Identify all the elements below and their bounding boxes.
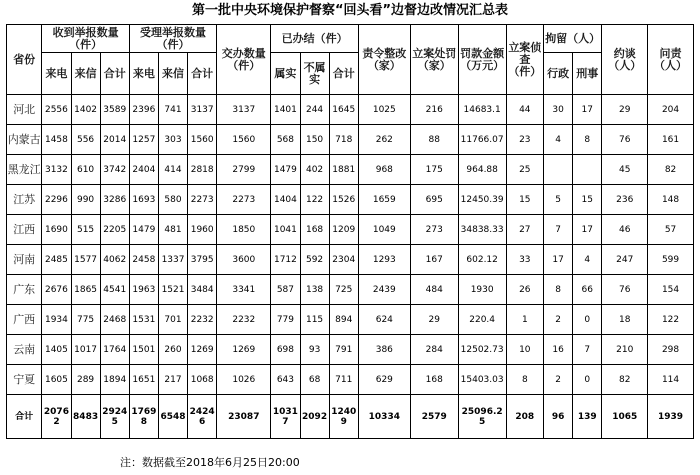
summary-table <box>6 24 694 439</box>
cell-total-received-sum: 29245 <box>100 395 129 439</box>
cell-received-sum: 2468 <box>100 305 129 335</box>
cell-accepted-sum: 2232 <box>188 305 217 335</box>
cell-accountable: 599 <box>648 245 694 275</box>
cell-assigned: 3600 <box>217 245 271 275</box>
cell-received-letter: 775 <box>71 305 100 335</box>
cell-received-sum: 3286 <box>100 185 129 215</box>
cell-accepted-letter: 481 <box>158 215 187 245</box>
cell-detained-criminal: 17 <box>573 95 602 125</box>
cell-fine: 602.12 <box>458 245 506 275</box>
subheader-not-true: 不属实 <box>300 53 329 95</box>
cell-investigated: 27 <box>506 215 543 245</box>
cell-province: 河北 <box>7 95 42 125</box>
cell-received-letter: 990 <box>71 185 100 215</box>
cell-accepted-letter: 580 <box>158 185 187 215</box>
cell-detained-admin <box>544 155 573 185</box>
cell-received-sum: 2014 <box>100 125 129 155</box>
cell-ordered: 1659 <box>358 185 410 215</box>
cell-detained-criminal: 0 <box>573 365 602 395</box>
cell-interviewed: 45 <box>602 155 648 185</box>
cell-province: 广东 <box>7 275 42 305</box>
cell-received-sum: 4541 <box>100 275 129 305</box>
cell-penalized: 88 <box>410 125 458 155</box>
cell-interviewed: 210 <box>602 335 648 365</box>
cell-concluded-not-true: 244 <box>300 95 329 125</box>
cell-concluded-sum: 725 <box>329 275 358 305</box>
cell-concluded-true: 698 <box>271 335 300 365</box>
cell-accepted-call: 2404 <box>129 155 158 185</box>
table-title: 第一批中央环境保护督察“回头看”边督边改情况汇总表 <box>191 3 509 18</box>
subheader-letter: 来信 <box>71 53 100 95</box>
cell-investigated: 15 <box>506 185 543 215</box>
cell-province: 黑龙江 <box>7 155 42 185</box>
header-received: 收到举报数量（件） <box>42 25 129 53</box>
cell-detained-criminal: 0 <box>573 305 602 335</box>
footnote: 注：数据截至2018年6月25日20:00 <box>120 456 300 469</box>
cell-ordered: 1293 <box>358 245 410 275</box>
cell-received-call: 1458 <box>42 125 71 155</box>
cell-total-penalized: 2579 <box>410 395 458 439</box>
cell-interviewed: 29 <box>602 95 648 125</box>
header-accepted: 受理举报数量（件） <box>129 25 216 53</box>
cell-accountable: 298 <box>648 335 694 365</box>
cell-investigated: 8 <box>506 365 543 395</box>
cell-accepted-letter: 1521 <box>158 275 187 305</box>
cell-total-fine: 25096.25 <box>458 395 506 439</box>
cell-accepted-call: 1479 <box>129 215 158 245</box>
cell-accepted-call: 2396 <box>129 95 158 125</box>
cell-accepted-call: 1531 <box>129 305 158 335</box>
header-penalized: 立案处罚（家） <box>410 25 458 95</box>
cell-assigned: 3341 <box>217 275 271 305</box>
cell-accepted-call: 1963 <box>129 275 158 305</box>
cell-concluded-sum: 1881 <box>329 155 358 185</box>
cell-province: 内蒙古 <box>7 125 42 155</box>
cell-assigned: 1850 <box>217 215 271 245</box>
cell-concluded-not-true: 150 <box>300 125 329 155</box>
cell-province: 云南 <box>7 335 42 365</box>
cell-accepted-sum: 2273 <box>188 185 217 215</box>
cell-received-call: 3132 <box>42 155 71 185</box>
table-row <box>7 155 694 185</box>
cell-total-accepted-call: 17698 <box>129 395 158 439</box>
cell-accepted-letter: 303 <box>158 125 187 155</box>
table-body <box>7 95 694 439</box>
cell-received-call: 2485 <box>42 245 71 275</box>
cell-ordered: 386 <box>358 335 410 365</box>
cell-accepted-call: 2458 <box>129 245 158 275</box>
cell-province: 江西 <box>7 215 42 245</box>
cell-accepted-letter: 701 <box>158 305 187 335</box>
cell-ordered: 968 <box>358 155 410 185</box>
cell-ordered: 629 <box>358 365 410 395</box>
total-row <box>7 395 694 439</box>
cell-concluded-true: 643 <box>271 365 300 395</box>
cell-accepted-sum: 1960 <box>188 215 217 245</box>
cell-total-concluded-sum: 12409 <box>329 395 358 439</box>
subheader-letter: 来信 <box>158 53 187 95</box>
cell-received-letter: 1402 <box>71 95 100 125</box>
cell-fine: 15403.03 <box>458 365 506 395</box>
header-province: 省份 <box>7 25 42 95</box>
cell-assigned: 2232 <box>217 305 271 335</box>
header-interviewed: 约谈（人） <box>602 25 648 95</box>
cell-total-received-call: 20762 <box>42 395 71 439</box>
cell-fine: 1930 <box>458 275 506 305</box>
cell-total-assigned: 23087 <box>217 395 271 439</box>
cell-province: 宁夏 <box>7 365 42 395</box>
cell-penalized: 216 <box>410 95 458 125</box>
cell-detained-criminal: 8 <box>573 125 602 155</box>
cell-accepted-letter: 260 <box>158 335 187 365</box>
cell-investigated: 44 <box>506 95 543 125</box>
table-row <box>7 305 694 335</box>
cell-total-detained-admin: 96 <box>544 395 573 439</box>
cell-penalized: 695 <box>410 185 458 215</box>
cell-ordered: 1025 <box>358 95 410 125</box>
cell-penalized: 273 <box>410 215 458 245</box>
cell-concluded-true: 587 <box>271 275 300 305</box>
cell-ordered: 262 <box>358 125 410 155</box>
cell-penalized: 484 <box>410 275 458 305</box>
cell-concluded-true: 1479 <box>271 155 300 185</box>
cell-interviewed: 18 <box>602 305 648 335</box>
cell-fine: 964.88 <box>458 155 506 185</box>
table-row <box>7 365 694 395</box>
cell-received-call: 2296 <box>42 185 71 215</box>
cell-concluded-sum: 1645 <box>329 95 358 125</box>
cell-total-investigated: 208 <box>506 395 543 439</box>
cell-detained-admin: 30 <box>544 95 573 125</box>
cell-concluded-not-true: 68 <box>300 365 329 395</box>
cell-concluded-not-true: 138 <box>300 275 329 305</box>
cell-detained-admin: 8 <box>544 275 573 305</box>
cell-concluded-true: 1712 <box>271 245 300 275</box>
cell-accountable: 154 <box>648 275 694 305</box>
cell-concluded-sum: 1209 <box>329 215 358 245</box>
cell-ordered: 2439 <box>358 275 410 305</box>
cell-detained-criminal <box>573 155 602 185</box>
cell-detained-criminal: 17 <box>573 215 602 245</box>
cell-received-sum: 1894 <box>100 365 129 395</box>
subheader-call: 来电 <box>129 53 158 95</box>
cell-concluded-true: 1404 <box>271 185 300 215</box>
header-investigated: 立案侦查（件） <box>506 25 543 95</box>
subheader-admin: 行政 <box>544 53 573 95</box>
cell-concluded-not-true: 168 <box>300 215 329 245</box>
cell-ordered: 624 <box>358 305 410 335</box>
cell-assigned: 1269 <box>217 335 271 365</box>
cell-total-accountable: 1939 <box>648 395 694 439</box>
cell-fine: 12502.73 <box>458 335 506 365</box>
cell-total-detained-criminal: 139 <box>573 395 602 439</box>
cell-detained-admin: 7 <box>544 215 573 245</box>
cell-interviewed: 76 <box>602 125 648 155</box>
header-fine: 罚款金额（万元） <box>458 25 506 95</box>
table-row <box>7 95 694 125</box>
cell-accountable: 114 <box>648 365 694 395</box>
cell-received-letter: 289 <box>71 365 100 395</box>
cell-assigned: 1026 <box>217 365 271 395</box>
cell-penalized: 167 <box>410 245 458 275</box>
cell-concluded-sum: 791 <box>329 335 358 365</box>
cell-concluded-sum: 2304 <box>329 245 358 275</box>
cell-total-interviewed: 1065 <box>602 395 648 439</box>
cell-interviewed: 76 <box>602 275 648 305</box>
cell-accountable: 57 <box>648 215 694 245</box>
cell-total-accepted-letter: 6548 <box>158 395 187 439</box>
cell-received-sum: 3742 <box>100 155 129 185</box>
cell-penalized: 168 <box>410 365 458 395</box>
cell-received-letter: 1577 <box>71 245 100 275</box>
cell-accountable: 148 <box>648 185 694 215</box>
cell-accountable: 82 <box>648 155 694 185</box>
cell-interviewed: 236 <box>602 185 648 215</box>
cell-accepted-sum: 2818 <box>188 155 217 185</box>
cell-concluded-true: 568 <box>271 125 300 155</box>
cell-concluded-not-true: 402 <box>300 155 329 185</box>
header-accountable: 问责（人） <box>648 25 694 95</box>
cell-received-sum: 2205 <box>100 215 129 245</box>
cell-total-accepted-sum: 24246 <box>188 395 217 439</box>
cell-province: 广西 <box>7 305 42 335</box>
cell-detained-admin: 17 <box>544 245 573 275</box>
cell-received-sum: 3589 <box>100 95 129 125</box>
cell-assigned: 2273 <box>217 185 271 215</box>
cell-concluded-not-true: 592 <box>300 245 329 275</box>
cell-accepted-letter: 414 <box>158 155 187 185</box>
subheader-sum: 合计 <box>100 53 129 95</box>
cell-received-call: 1605 <box>42 365 71 395</box>
cell-investigated: 1 <box>506 305 543 335</box>
cell-accepted-sum: 1269 <box>188 335 217 365</box>
cell-accepted-letter: 1337 <box>158 245 187 275</box>
cell-concluded-sum: 718 <box>329 125 358 155</box>
cell-detained-criminal: 7 <box>573 335 602 365</box>
cell-accepted-call: 1693 <box>129 185 158 215</box>
cell-investigated: 33 <box>506 245 543 275</box>
cell-received-sum: 4062 <box>100 245 129 275</box>
cell-accepted-sum: 1068 <box>188 365 217 395</box>
cell-investigated: 25 <box>506 155 543 185</box>
cell-received-call: 2556 <box>42 95 71 125</box>
subheader-criminal: 刑事 <box>573 53 602 95</box>
cell-received-letter: 1865 <box>71 275 100 305</box>
cell-concluded-not-true: 115 <box>300 305 329 335</box>
cell-province: 江苏 <box>7 185 42 215</box>
table-row <box>7 335 694 365</box>
cell-province: 河南 <box>7 245 42 275</box>
cell-investigated: 10 <box>506 335 543 365</box>
cell-interviewed: 82 <box>602 365 648 395</box>
cell-detained-admin: 2 <box>544 365 573 395</box>
cell-detained-admin: 16 <box>544 335 573 365</box>
cell-investigated: 23 <box>506 125 543 155</box>
cell-received-call: 1690 <box>42 215 71 245</box>
table-row <box>7 215 694 245</box>
header-concluded: 已办结（件） <box>271 25 358 53</box>
cell-assigned: 3137 <box>217 95 271 125</box>
cell-accepted-sum: 3484 <box>188 275 217 305</box>
cell-total-concluded-true: 10317 <box>271 395 300 439</box>
cell-fine: 12450.39 <box>458 185 506 215</box>
cell-concluded-sum: 711 <box>329 365 358 395</box>
cell-concluded-sum: 1526 <box>329 185 358 215</box>
cell-total-concluded-not-true: 2092 <box>300 395 329 439</box>
cell-accepted-sum: 3137 <box>188 95 217 125</box>
cell-fine: 220.4 <box>458 305 506 335</box>
cell-accepted-sum: 3795 <box>188 245 217 275</box>
cell-accountable: 204 <box>648 95 694 125</box>
header-ordered: 责令整改（家） <box>358 25 410 95</box>
cell-detained-criminal: 15 <box>573 185 602 215</box>
cell-total-ordered: 10334 <box>358 395 410 439</box>
table-row <box>7 185 694 215</box>
subheader-call: 来电 <box>42 53 71 95</box>
subheader-sum: 合计 <box>329 53 358 95</box>
cell-penalized: 175 <box>410 155 458 185</box>
cell-penalized: 284 <box>410 335 458 365</box>
cell-interviewed: 46 <box>602 215 648 245</box>
cell-accepted-letter: 741 <box>158 95 187 125</box>
cell-detained-admin: 2 <box>544 305 573 335</box>
cell-investigated: 26 <box>506 275 543 305</box>
cell-received-call: 1934 <box>42 305 71 335</box>
cell-accountable: 161 <box>648 125 694 155</box>
cell-concluded-sum: 894 <box>329 305 358 335</box>
cell-received-letter: 556 <box>71 125 100 155</box>
cell-fine: 11766.07 <box>458 125 506 155</box>
cell-concluded-not-true: 122 <box>300 185 329 215</box>
cell-fine: 34838.33 <box>458 215 506 245</box>
cell-assigned: 1560 <box>217 125 271 155</box>
cell-concluded-true: 1401 <box>271 95 300 125</box>
cell-accepted-call: 1501 <box>129 335 158 365</box>
cell-fine: 14683.1 <box>458 95 506 125</box>
table-row <box>7 245 694 275</box>
cell-interviewed: 247 <box>602 245 648 275</box>
cell-detained-admin: 4 <box>544 125 573 155</box>
cell-ordered: 1049 <box>358 215 410 245</box>
cell-concluded-true: 779 <box>271 305 300 335</box>
cell-accepted-call: 1257 <box>129 125 158 155</box>
cell-concluded-true: 1041 <box>271 215 300 245</box>
cell-total-received-letter: 8483 <box>71 395 100 439</box>
cell-accepted-letter: 217 <box>158 365 187 395</box>
cell-total-label: 合计 <box>7 395 42 439</box>
cell-received-call: 1405 <box>42 335 71 365</box>
cell-received-sum: 1764 <box>100 335 129 365</box>
table-row <box>7 275 694 305</box>
cell-concluded-not-true: 93 <box>300 335 329 365</box>
cell-penalized: 29 <box>410 305 458 335</box>
header-assigned: 交办数量（件） <box>217 25 271 95</box>
cell-received-letter: 1017 <box>71 335 100 365</box>
cell-detained-criminal: 66 <box>573 275 602 305</box>
cell-detained-admin: 5 <box>544 185 573 215</box>
cell-received-call: 2676 <box>42 275 71 305</box>
cell-accountable: 122 <box>648 305 694 335</box>
table-row <box>7 125 694 155</box>
cell-detained-criminal: 4 <box>573 245 602 275</box>
cell-accepted-sum: 1560 <box>188 125 217 155</box>
cell-received-letter: 515 <box>71 215 100 245</box>
subheader-true: 属实 <box>271 53 300 95</box>
cell-received-letter: 610 <box>71 155 100 185</box>
cell-accepted-call: 1651 <box>129 365 158 395</box>
header-detained: 拘留（人） <box>544 25 602 53</box>
cell-assigned: 2799 <box>217 155 271 185</box>
subheader-sum: 合计 <box>188 53 217 95</box>
